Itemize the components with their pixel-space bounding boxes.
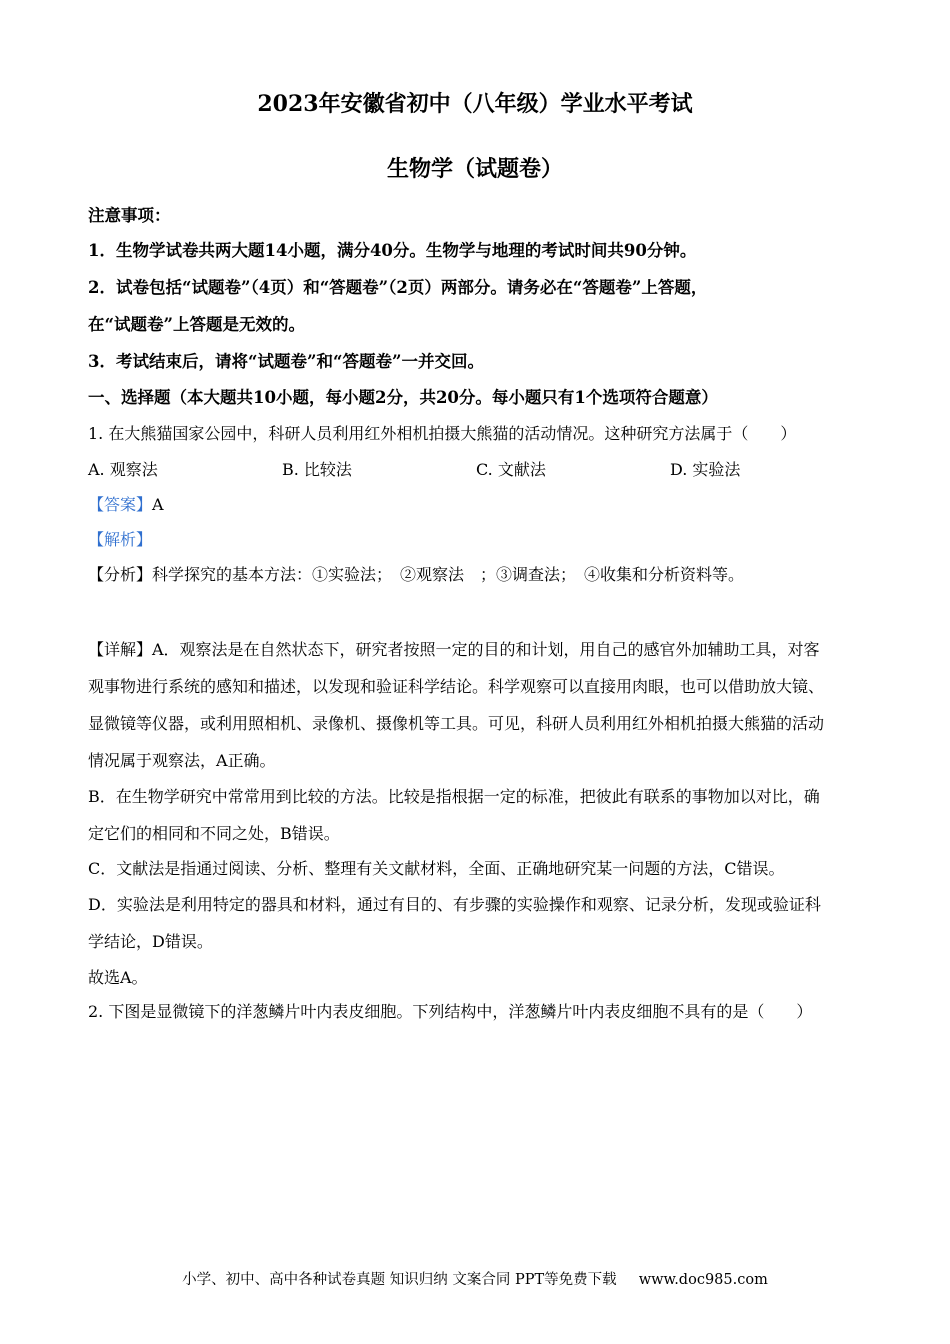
analysis-tag: 【解析】	[88, 530, 153, 549]
question-1-stem: 1. 在大熊猫国家公园中，科研人员利用红外相机拍摄大熊猫的活动情况。这种研究方法属于（ ）	[88, 424, 797, 443]
detail-line: 故选A。	[88, 968, 148, 987]
question-2-stem: 2. 下图是显微镜下的洋葱鳞片叶内表皮细胞。下列结构中，洋葱鳞片叶内表皮细胞不具有的是（ ）	[88, 1002, 813, 1021]
footer-text: 小学、初中、高中各种试卷真题 知识归纳 文案合同 PPT等免费下载	[182, 1272, 617, 1288]
option-c: C. 文献法	[476, 460, 546, 479]
answer-line	[88, 493, 868, 517]
detail-line: 情况属于观察法，A正确。	[88, 751, 276, 770]
notice-item: 2．试卷包括“试题卷”（4页）和“答题卷”（2页）两部分。请务必在“答题卷”上答题，	[88, 278, 708, 297]
page-title: 2023年安徽省初中（八年级）学业水平考试	[257, 91, 693, 117]
detail-line: 观事物进行系统的感知和描述，以发现和验证科学结论。科学观察可以直接用肉眼，也可以借助放大镜、	[88, 677, 825, 696]
detail-line: 学结论，D错误。	[88, 932, 213, 951]
section-heading: 一、选择题（本大题共10小题，每小题2分，共20分。每小题只有1个选项符合题意）	[88, 388, 718, 407]
analysis-text: 【分析】科学探究的基本方法：①实验法； ②观察法 ；③调查法； ④收集和分析资料等。	[88, 565, 745, 584]
answer-value: A	[152, 495, 164, 514]
notice-item: 在“试题卷”上答题是无效的。	[88, 315, 305, 334]
detail-line: 显微镜等仪器，或利用照相机、录像机、摄像机等工具。可见，科研人员利用红外相机拍摄大熊猫的活动	[88, 714, 825, 733]
detail-line: 【详解】A．观察法是在自然状态下，研究者按照一定的目的和计划，用自己的感官外加辅助工具，对客	[88, 640, 820, 659]
answer-tag: 【答案】	[88, 495, 153, 514]
option-d: D. 实验法	[670, 460, 741, 479]
notice-heading: 注意事项：	[88, 206, 171, 225]
detail-line: 定它们的相同和不同之处，B错误。	[88, 824, 340, 843]
footer-url[interactable]: www.doc985.com	[638, 1272, 768, 1288]
option-b: B. 比较法	[282, 460, 352, 479]
detail-line: C．文献法是指通过阅读、分析、整理有关文献材料，全面、正确地研究某一问题的方法，C错误。	[88, 859, 785, 878]
page-subtitle: 生物学（试题卷）	[386, 156, 563, 182]
page-footer	[0, 1268, 950, 1289]
detail-line: B．在生物学研究中常常用到比较的方法。比较是指根据一定的标准，把彼此有联系的事物加以对比，确	[88, 787, 820, 806]
notice-item: 1．生物学试卷共两大题14小题，满分40分。生物学与地理的考试时间共90分钟。	[88, 241, 697, 260]
detail-line: D．实验法是利用特定的器具和材料，通过有目的、有步骤的实验操作和观察、记录分析，发现或验证科	[88, 895, 821, 914]
option-a: A. 观察法	[88, 460, 158, 479]
notice-item: 3．考试结束后，请将“试题卷”和“答题卷”一并交回。	[88, 352, 484, 371]
